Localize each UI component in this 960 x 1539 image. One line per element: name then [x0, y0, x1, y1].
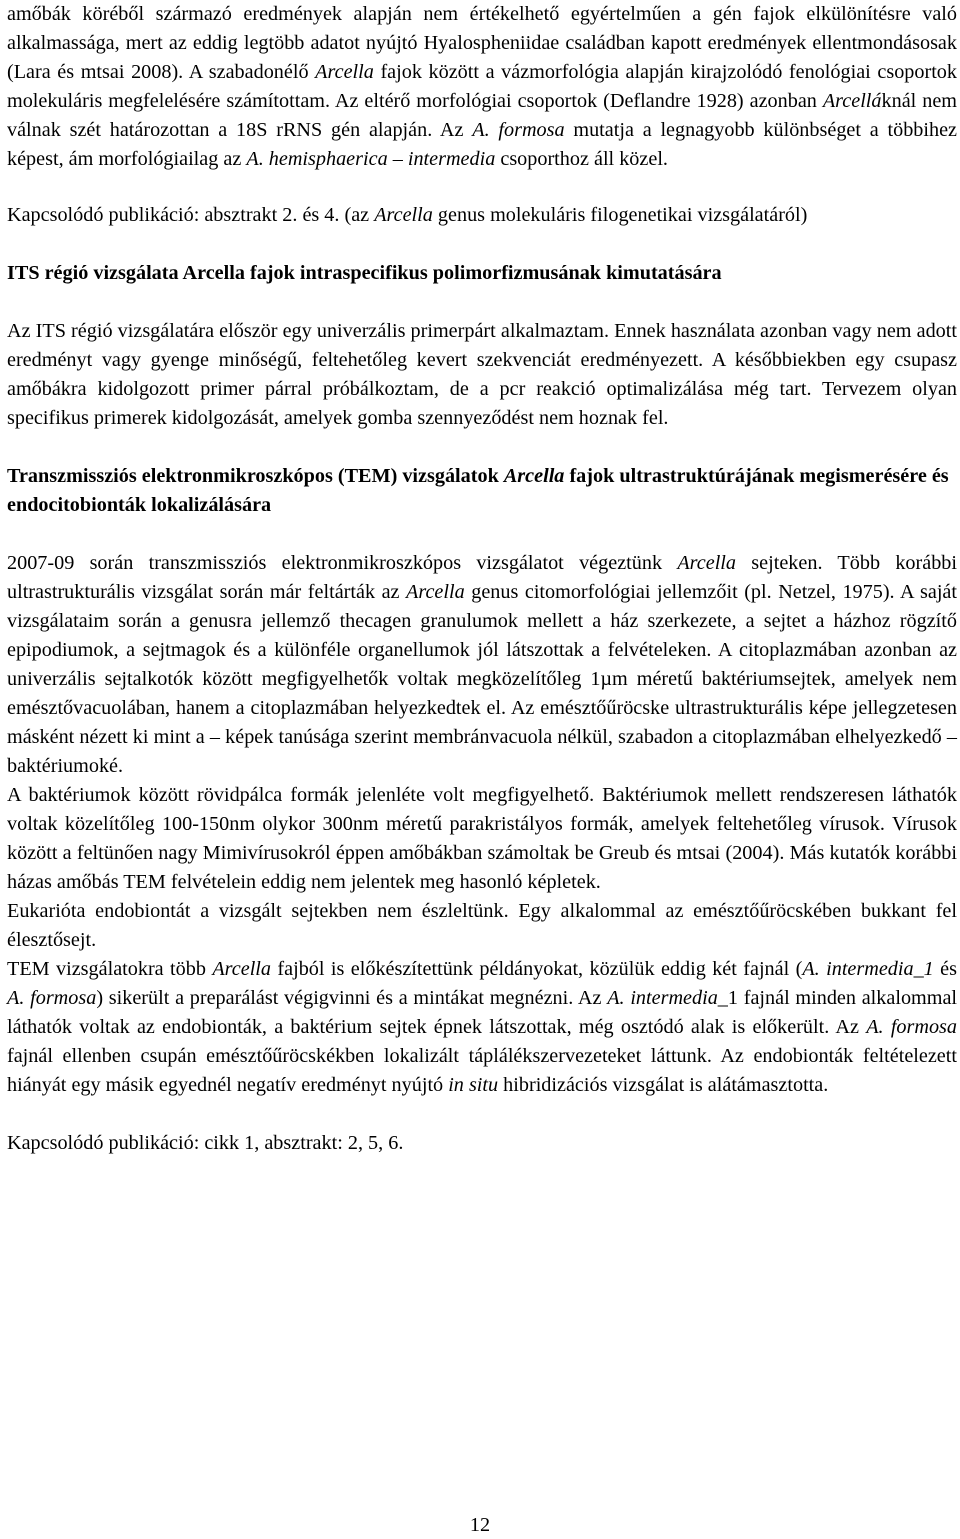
document-page: [7, 0, 957, 1158]
paragraph-eukaryote-endobionts: Eukarióta endobiontát a vizsgált sejtekben nem észleltünk. Egy alkalommal az emésztőűröcskében bukkant fel élesztősejt.: [7, 900, 957, 951]
page-number: 12: [469, 1514, 491, 1536]
related-publication-1: Kapcsolódó publikáció: absztrakt 2. és 4. (az Arcella genus molekuláris filogenetikai vizsgálatáról): [7, 204, 808, 226]
paragraph-its-study: Az ITS régió vizsgálatára először egy univerzális primerpárt alkalmaztam. Ennek használata azonban vagy nem adott eredményt vagy gyenge minőségű, feltehetőleg kevert szekvenciát eredményezett. A későbbiekben egy csupasz amőbákra kidolgozott primer párral próbálkoztam, de a pcr reakció optimalizálása még tart. Tervezem olyan specifikus primerek kidolgozását, amelyek gomba szennyeződést nem hoznak fel.: [7, 320, 957, 429]
paragraph-arcella-phylogeny: amőbák köréből származó eredmények alapján nem értékelhető egyértelműen a gén fajok elkülönítésre való alkalmassága, mert az eddig legtöbb adatot nyújtó Hyalospheniidae családban kapott eredmények ellentmondásosak (Lara és mtsai 2008). A szabadonélő Arcella fajok között a vázmorfológia alapján kirajzolódó fenológiai csoportok molekuláris megfelelésére számítottam. Az eltérő morfológiai csoportok (Deflandre 1928) azonban Arcelláknál nem válnak szét határozottan a 18S rRNS gén alapján. Az A. formosa mutatja a legnagyobb különbséget a többihez képest, ám morfológiailag az A. hemisphaerica – intermedia csoporthoz áll közel.: [7, 3, 958, 170]
heading-tem-study: Transzmissziós elektronmikroszkópos (TEM) vizsgálatok Arcella fajok ultrastruktúrájának megismerésére és endocitobionták lokalizálására: [7, 465, 949, 516]
paragraph-tem-results: 2007-09 során transzmissziós elektronmikroszkópos vizsgálatot végeztünk Arcella sejteken. Több korábbi ultrastrukturális vizsgálat során már feltárták az Arcella genus citomorfológiai jellemzőit (pl. Netzel, 1975). A saját vizsgálataim során a genusra jellemző thecagen granulumok mellett a ház szerkezete, a sejtet a házhoz rögzítő epipodiumok, a sejtmagok és a különféle organellumok jól látszottak a felvételeken. A citoplazmában azonban az univerzális sejtalkotók között megfigyelhetők voltak megközelítőleg 1µm méretű baktériumsejtek, amelyek nem emésztővacuolában, hanem a citoplazmában helyezkedtek el. Az emésztőűröcske ultrastrukturális képe jellegzetesen másként nézett ki mint a – képek tanúsága szerint membránvacuola nélkül, szabadon a citoplazmában elhelyezkedő – baktériumoké.: [7, 552, 957, 777]
paragraph-tem-species: TEM vizsgálatokra több Arcella fajból is előkészítettünk példányokat, közülük eddig két fajnál (A. intermedia_1 és A. formosa) sikerült a preparálást végigvinni és a mintákat megnézni. Az A. intermedia_1 fajnál minden alkalommal láthatók voltak az endobionták, a baktérium sejtek épnek látszottak, még osztódó alak is előkerült. Az A. formosa fajnál ellenben csupán emésztőűröcskékben lokalizált táplálékszervezeteket láttunk. Az endobionták feltételezett hiányát egy másik egyednél negatív eredményt nyújtó in situ hibridizációs vizsgálat is alátámasztotta.: [7, 958, 958, 1096]
paragraph-bacteria-viruses: A baktériumok között rövidpálca formák jelenléte volt megfigyelhető. Baktériumok mellett rendszeresen láthatók voltak közelítőleg 100-150nm olykor 300nm méretű parakristályos formák, amelyek feltehetőleg vírusok. Vírusok között a feltünően nagy Mimivírusokról éppen amőbákban számoltak be Greub és mtsai (2004). Más kutatók korábbi házas amőbás TEM felvételein eddig nem jelentek meg hasonló képletek.: [7, 784, 957, 893]
heading-its-region: ITS régió vizsgálata Arcella fajok intraspecifikus polimorfizmusának kimutatására: [7, 262, 722, 284]
related-publication-2: Kapcsolódó publikáció: cikk 1, absztrakt: 2, 5, 6.: [7, 1132, 404, 1154]
